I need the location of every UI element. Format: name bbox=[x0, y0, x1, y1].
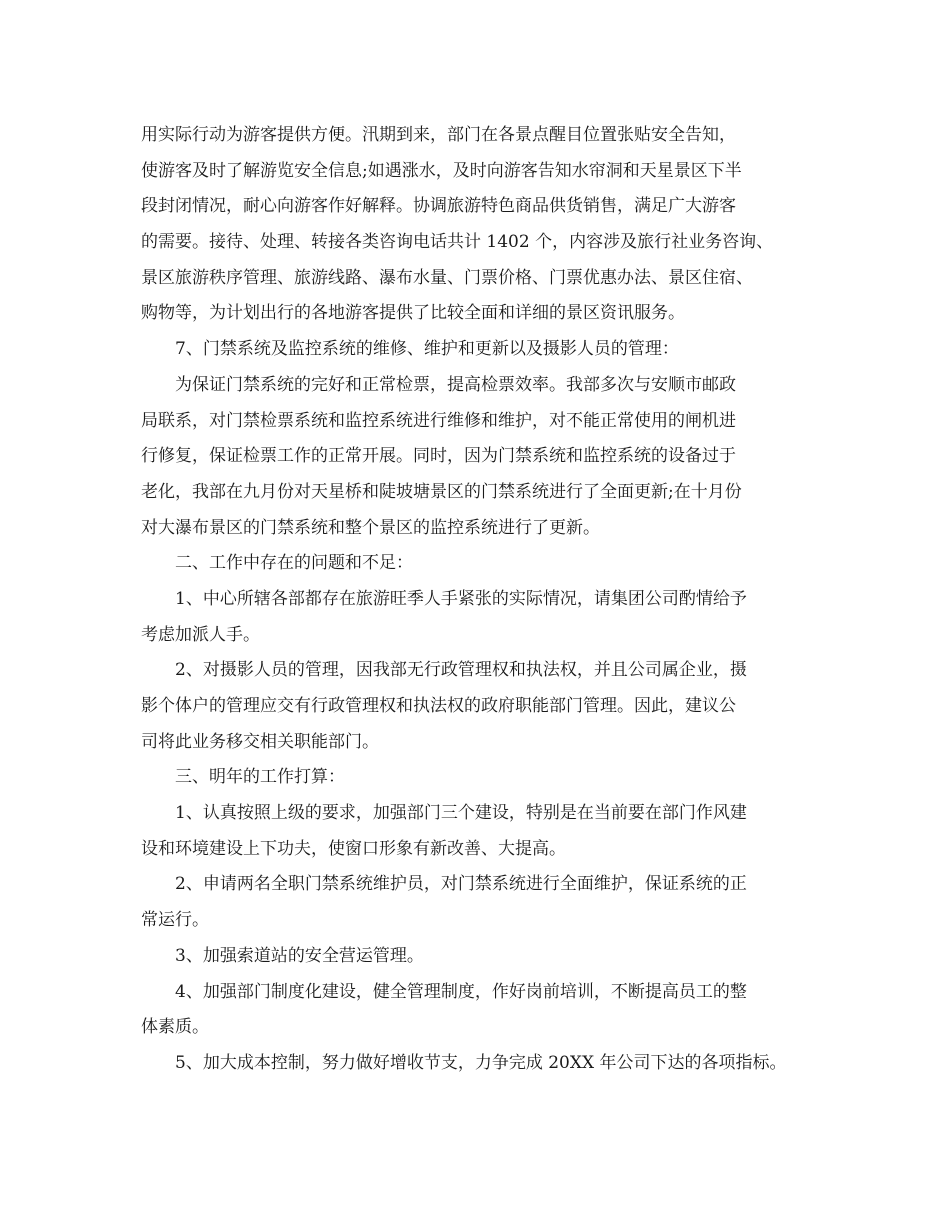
paragraph-line: 对大瀑布景区的门禁系统和整个景区的监控系统进行了更新。 bbox=[141, 517, 600, 538]
document-body bbox=[141, 118, 831, 1082]
paragraph-line: 2、申请两名全职门禁系统维护员，对门禁系统进行全面维护，保证系统的正 bbox=[175, 874, 747, 895]
paragraph-line: 用实际行动为游客提供方便。汛期到来，部门在各景点醒目位置张贴安全告知， bbox=[141, 125, 736, 145]
paragraph-line: 老化，我部在九月份对天星桥和陡坡塘景区的门禁系统进行了全面更新;在十月份 bbox=[141, 481, 742, 502]
paragraph-line: 1、认真按照上级的要求，加强部门三个建设，特别是在当前要在部门作风建 bbox=[175, 803, 747, 824]
paragraph-line: 3、加强索道站的安全营运管理。 bbox=[175, 945, 424, 966]
paragraph-line: 4、加强部门制度化建设，健全管理制度，作好岗前培训，不断提高员工的整 bbox=[175, 981, 747, 1002]
paragraph-line: 司将此业务移交相关职能部门。 bbox=[141, 731, 379, 752]
paragraph-line: 使游客及时了解游览安全信息;如遇涨水，及时向游客告知水帘洞和天星景区下半 bbox=[141, 160, 742, 181]
paragraph-line: 1、中心所辖各部都存在旅游旺季人手紧张的实际情况，请集团公司酌情给予 bbox=[175, 588, 747, 609]
paragraph-line: 三、明年的工作打算： bbox=[175, 767, 345, 788]
paragraph-line: 局联系，对门禁检票系统和监控系统进行维修和维护，对不能正常使用的闸机进 bbox=[141, 410, 736, 431]
paragraph-line: 为保证门禁系统的完好和正常检票，提高检票效率。我部多次与安顺市邮政 bbox=[175, 374, 736, 395]
paragraph-line: 段封闭情况，耐心向游客作好解释。协调旅游特色商品供货销售，满足广大游客 bbox=[141, 196, 736, 217]
paragraph-line: 体素质。 bbox=[141, 1017, 209, 1038]
paragraph-line: 购物等，为计划出行的各地游客提供了比较全面和详细的景区资讯服务。 bbox=[141, 303, 685, 324]
paragraph-line: 5、加大成本控制，努力做好增收节支，力争完成 20XX 年公司下达的各项指标。 bbox=[175, 1052, 787, 1073]
paragraph-line: 景区旅游秩序管理、旅游线路、瀑布水量、门票价格、门票优惠办法、景区住宿、 bbox=[141, 267, 753, 288]
paragraph-line: 行修复，保证检票工作的正常开展。同时，因为门禁系统和监控系统的设备过于 bbox=[141, 446, 736, 467]
paragraph-line: 2、对摄影人员的管理，因我部无行政管理权和执法权，并且公司属企业，摄 bbox=[175, 660, 747, 681]
paragraph-line: 的需要。接待、处理、转接各类咨询电话共计 1402 个，内容涉及旅行社业务咨询、 bbox=[141, 232, 774, 253]
paragraph-line: 设和环境建设上下功夫，使窗口形象有新改善、大提高。 bbox=[141, 838, 566, 859]
paragraph-line: 7、门禁系统及监控系统的维修、维护和更新以及摄影人员的管理： bbox=[175, 339, 679, 360]
paragraph-line: 影个体户的管理应交有行政管理权和执法权的政府职能部门管理。因此，建议公 bbox=[141, 696, 736, 716]
paragraph-line: 考虑加派人手。 bbox=[141, 624, 260, 645]
paragraph-line: 二、工作中存在的问题和不足： bbox=[175, 553, 413, 574]
paragraph-line: 常运行。 bbox=[141, 910, 209, 931]
